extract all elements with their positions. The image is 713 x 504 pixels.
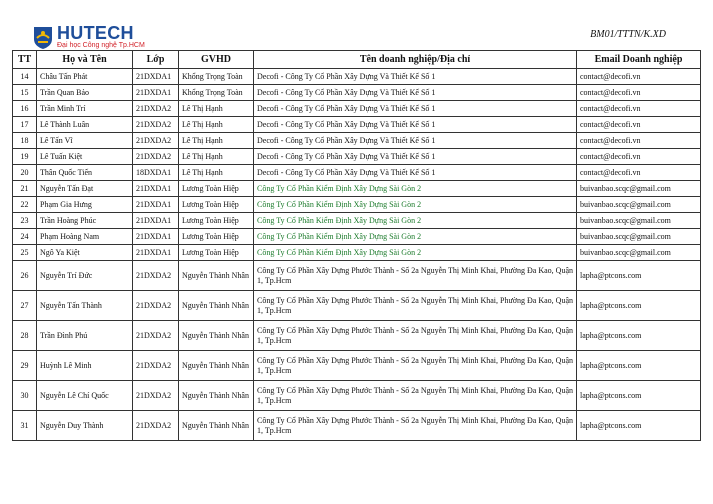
cell-company: Công Ty Cổ Phần Xây Dựng Phước Thành - Số 2a Nguyễn Thị Minh Khai, Phường Đa Kao, Quận 1, Tp.Hcm (254, 291, 577, 321)
cell-tt: 26 (13, 261, 37, 291)
cell-tt: 22 (13, 197, 37, 213)
table-row (13, 411, 701, 441)
cell-email: lapha@ptcons.com (577, 291, 701, 321)
cell-email: buivanbao.scqc@gmail.com (577, 245, 701, 261)
cell-class: 21DXDA1 (133, 229, 179, 245)
cell-email: contact@decofi.vn (577, 165, 701, 181)
cell-email: lapha@ptcons.com (577, 381, 701, 411)
table-row (13, 85, 701, 101)
cell-class: 21DXDA2 (133, 133, 179, 149)
cell-company: Công Ty Cổ Phần Xây Dựng Phước Thành - Số 2a Nguyễn Thị Minh Khai, Phường Đa Kao, Quận 1, Tp.Hcm (254, 381, 577, 411)
cell-email: lapha@ptcons.com (577, 261, 701, 291)
cell-name: Nguyễn Trí Đức (37, 261, 133, 291)
cell-company: Decofi - Công Ty Cổ Phần Xây Dựng Và Thiết Kế Số 1 (254, 149, 577, 165)
cell-gvhd: Lê Thị Hạnh (179, 133, 254, 149)
cell-name: Trần Minh Trí (37, 101, 133, 117)
cell-class: 21DXDA2 (133, 261, 179, 291)
table-row (13, 351, 701, 381)
cell-email: buivanbao.scqc@gmail.com (577, 229, 701, 245)
cell-gvhd: Nguyễn Thành Nhân (179, 261, 254, 291)
cell-gvhd: Nguyễn Thành Nhân (179, 351, 254, 381)
cell-email: contact@decofi.vn (577, 101, 701, 117)
cell-class: 21DXDA1 (133, 245, 179, 261)
col-header-tt: TT (13, 51, 37, 69)
table-row (13, 133, 701, 149)
cell-gvhd: Lương Toàn Hiệp (179, 229, 254, 245)
cell-class: 21DXDA2 (133, 117, 179, 133)
cell-tt: 30 (13, 381, 37, 411)
cell-email: lapha@ptcons.com (577, 411, 701, 441)
cell-name: Trần Đình Phú (37, 321, 133, 351)
cell-company: Công Ty Cổ Phần Xây Dựng Phước Thành - Số 2a Nguyễn Thị Minh Khai, Phường Đa Kao, Quận 1, Tp.Hcm (254, 411, 577, 441)
cell-name: Trần Hoàng Phúc (37, 213, 133, 229)
table-row (13, 69, 701, 85)
cell-name: Châu Tấn Phát (37, 69, 133, 85)
cell-email: contact@decofi.vn (577, 117, 701, 133)
cell-company: Decofi - Công Ty Cổ Phần Xây Dựng Và Thiết Kế Số 1 (254, 101, 577, 117)
cell-tt: 23 (13, 213, 37, 229)
cell-company: Decofi - Công Ty Cổ Phần Xây Dựng Và Thiết Kế Số 1 (254, 69, 577, 85)
cell-tt: 20 (13, 165, 37, 181)
cell-email: buivanbao.scqc@gmail.com (577, 181, 701, 197)
cell-gvhd: Nguyễn Thành Nhân (179, 411, 254, 441)
cell-class: 21DXDA1 (133, 69, 179, 85)
cell-email: contact@decofi.vn (577, 149, 701, 165)
cell-class: 21DXDA1 (133, 213, 179, 229)
cell-class: 21DXDA1 (133, 197, 179, 213)
cell-gvhd: Lê Thị Hạnh (179, 149, 254, 165)
table-row (13, 165, 701, 181)
cell-name: Nguyễn Tấn Thành (37, 291, 133, 321)
col-header-gvhd: GVHD (179, 51, 254, 69)
cell-class: 21DXDA1 (133, 85, 179, 101)
cell-class: 18DXDA1 (133, 165, 179, 181)
cell-gvhd: Lê Thị Hạnh (179, 117, 254, 133)
cell-gvhd: Nguyễn Thành Nhân (179, 381, 254, 411)
cell-tt: 25 (13, 245, 37, 261)
cell-email: lapha@ptcons.com (577, 321, 701, 351)
cell-tt: 21 (13, 181, 37, 197)
cell-tt: 15 (13, 85, 37, 101)
col-header-name: Họ và Tên (37, 51, 133, 69)
table-row (13, 229, 701, 245)
cell-company: Công Ty Cổ Phần Kiểm Định Xây Dựng Sài Gòn 2 (254, 197, 577, 213)
table-row (13, 321, 701, 351)
table-header-row (13, 51, 701, 69)
cell-name: Thân Quốc Tiến (37, 165, 133, 181)
logo-name: HUTECH (57, 23, 134, 43)
hutech-logo (33, 23, 173, 52)
cell-class: 21DXDA2 (133, 381, 179, 411)
col-header-company: Tên doanh nghiệp/Địa chỉ (254, 51, 577, 69)
cell-name: Trần Quan Bảo (37, 85, 133, 101)
cell-company: Công Ty Cổ Phần Xây Dựng Phước Thành - Số 2a Nguyễn Thị Minh Khai, Phường Đa Kao, Quận 1, Tp.Hcm (254, 261, 577, 291)
cell-name: Huỳnh Lê Minh (37, 351, 133, 381)
cell-company: Công Ty Cổ Phần Kiểm Định Xây Dựng Sài Gòn 2 (254, 213, 577, 229)
cell-company: Công Ty Cổ Phần Xây Dựng Phước Thành - Số 2a Nguyễn Thị Minh Khai, Phường Đa Kao, Quận 1, Tp.Hcm (254, 321, 577, 351)
table-row (13, 261, 701, 291)
cell-email: buivanbao.scqc@gmail.com (577, 213, 701, 229)
cell-name: Lê Tuấn Kiệt (37, 149, 133, 165)
cell-gvhd: Nguyễn Thành Nhân (179, 321, 254, 351)
cell-tt: 28 (13, 321, 37, 351)
cell-tt: 14 (13, 69, 37, 85)
cell-name: Ngô Ya Kiệt (37, 245, 133, 261)
cell-company: Công Ty Cổ Phần Kiểm Định Xây Dựng Sài Gòn 2 (254, 229, 577, 245)
col-header-class: Lớp (133, 51, 179, 69)
cell-gvhd: Lê Thị Hạnh (179, 165, 254, 181)
cell-gvhd: Khổng Trọng Toàn (179, 69, 254, 85)
cell-tt: 27 (13, 291, 37, 321)
table-row (13, 101, 701, 117)
hutech-shield-icon (33, 26, 53, 50)
cell-name: Nguyễn Lê Chí Quốc (37, 381, 133, 411)
cell-class: 21DXDA1 (133, 181, 179, 197)
cell-gvhd: Khổng Trọng Toàn (179, 85, 254, 101)
cell-company: Decofi - Công Ty Cổ Phần Xây Dựng Và Thiết Kế Số 1 (254, 85, 577, 101)
cell-gvhd: Lương Toàn Hiệp (179, 197, 254, 213)
cell-class: 21DXDA2 (133, 101, 179, 117)
cell-email: buivanbao.scqc@gmail.com (577, 197, 701, 213)
form-code: BM01/TTTN/K.XD (590, 29, 666, 40)
cell-name: Phạm Gia Hưng (37, 197, 133, 213)
cell-email: contact@decofi.vn (577, 133, 701, 149)
cell-name: Nguyễn Duy Thành (37, 411, 133, 441)
cell-company: Decofi - Công Ty Cổ Phần Xây Dựng Và Thiết Kế Số 1 (254, 117, 577, 133)
cell-tt: 29 (13, 351, 37, 381)
cell-class: 21DXDA2 (133, 411, 179, 441)
cell-company: Decofi - Công Ty Cổ Phần Xây Dựng Và Thiết Kế Số 1 (254, 133, 577, 149)
table-row (13, 117, 701, 133)
cell-email: lapha@ptcons.com (577, 351, 701, 381)
cell-gvhd: Lương Toàn Hiệp (179, 181, 254, 197)
cell-tt: 19 (13, 149, 37, 165)
cell-tt: 17 (13, 117, 37, 133)
cell-name: Nguyễn Tấn Đạt (37, 181, 133, 197)
cell-class: 21DXDA2 (133, 321, 179, 351)
cell-email: contact@decofi.vn (577, 85, 701, 101)
cell-tt: 16 (13, 101, 37, 117)
cell-company: Công Ty Cổ Phần Kiểm Định Xây Dựng Sài Gòn 2 (254, 245, 577, 261)
cell-name: Phạm Hoàng Nam (37, 229, 133, 245)
cell-company: Decofi - Công Ty Cổ Phần Xây Dựng Và Thiết Kế Số 1 (254, 165, 577, 181)
cell-company: Công Ty Cổ Phần Xây Dựng Phước Thành - Số 2a Nguyễn Thị Minh Khai, Phường Đa Kao, Quận 1, Tp.Hcm (254, 351, 577, 381)
cell-gvhd: Lương Toàn Hiệp (179, 245, 254, 261)
table-row (13, 181, 701, 197)
cell-class: 21DXDA2 (133, 351, 179, 381)
cell-gvhd: Nguyễn Thành Nhân (179, 291, 254, 321)
table-row (13, 291, 701, 321)
cell-class: 21DXDA2 (133, 291, 179, 321)
logo-tagline: Đại học Công nghệ Tp.HCM (57, 42, 145, 49)
table-row (13, 149, 701, 165)
table-row (13, 213, 701, 229)
cell-name: Lê Tấn Vĩ (37, 133, 133, 149)
table-row (13, 197, 701, 213)
cell-name: Lê Thành Luân (37, 117, 133, 133)
cell-gvhd: Lê Thị Hạnh (179, 101, 254, 117)
cell-tt: 18 (13, 133, 37, 149)
cell-tt: 24 (13, 229, 37, 245)
table-row (13, 245, 701, 261)
cell-email: contact@decofi.vn (577, 69, 701, 85)
table-row (13, 381, 701, 411)
col-header-email: Email Doanh nghiệp (577, 51, 701, 69)
cell-tt: 31 (13, 411, 37, 441)
cell-company: Công Ty Cổ Phần Kiểm Định Xây Dựng Sài Gòn 2 (254, 181, 577, 197)
cell-class: 21DXDA2 (133, 149, 179, 165)
cell-gvhd: Lương Toàn Hiệp (179, 213, 254, 229)
internship-table (12, 50, 701, 441)
